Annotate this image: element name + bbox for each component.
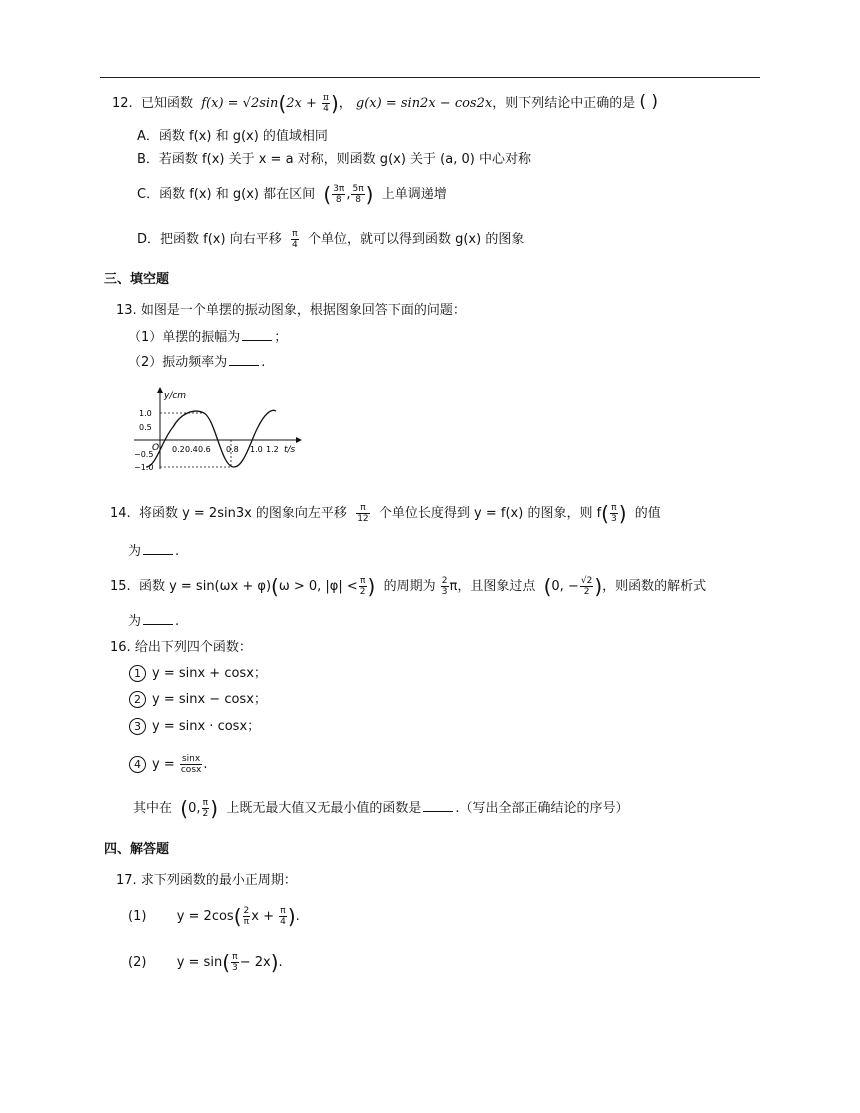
q12-option-b[interactable]: B．若函数 f(x) 关于 x = a 对称，则函数 g(x) 关于 (a, 0) 中心对称 <box>137 152 531 167</box>
q16-item-1: 1 y = sinx + cosx； <box>129 664 267 684</box>
section-fill-in-title: 三、填空题 <box>104 272 170 287</box>
circled-number-3: 3 <box>129 718 146 735</box>
y-axis-label: y/cm <box>164 391 187 401</box>
circled-number-2: 2 <box>129 691 146 708</box>
q14-stem: 14. 将函数 y = 2sin3x 的图象向左平移 $\frac{\pi}{12}$ 个单位长度得到 y = f(x) 的图象，则 f( $\frac{\pi}{3}$ ) 的值 <box>110 501 661 526</box>
oscillation-curve <box>146 410 276 467</box>
q16-item-3: 3 y = sinx · cosx； <box>129 717 260 737</box>
y-tick: 0.5 <box>139 423 152 432</box>
y-tick: −0.5 <box>134 450 154 459</box>
q15-stem: 15. 函数 y = sin(ωx + φ)(ω > 0, |φ| < $\frac{\pi}{2}$ ) 的周期为 $\frac{2}{3}$ π，且图象过点 (0, − $\frac{√2}{2}$ )，则函数的解析式 <box>110 574 707 599</box>
x-axis-arrow <box>296 437 302 443</box>
q16-tail: 其中在 (0, $\frac{\pi}{2}$ ) 上既无最大值又无最小值的函数是 .（写出全部正确结论的序号） <box>133 796 629 821</box>
circled-number-1: 1 <box>129 665 146 682</box>
q17-stem: 17. 求下列函数的最小正周期： <box>116 873 297 888</box>
answer-blank[interactable] <box>143 541 173 555</box>
q16-item-4: 4 y = $\frac{\sin x}{\cos x}$ . <box>129 754 207 775</box>
x-tick: 0.4 <box>185 445 198 454</box>
q16-item-2: 2 y = sinx − cosx； <box>129 690 267 710</box>
answer-blank[interactable] <box>143 611 173 625</box>
x-tick: 0.8 <box>226 445 239 454</box>
q12-option-c[interactable]: C．函数 f(x) 和 g(x) 都在区间 ( $\frac{3\pi}{8}$ , $\frac{5\pi}{8}$ ) 上单调递增 <box>137 182 447 207</box>
q12-option-d[interactable]: D．把函数 f(x) 向右平移 $\frac{\pi}{4}$ 个单位，就可以得到函数 g(x) 的图象 <box>137 229 525 250</box>
y-tick: 1.0 <box>139 409 152 418</box>
origin-label: O <box>152 443 160 453</box>
q12-stem: 12. 已知函数 f(x) = √2sin(2x + $\frac{\pi}{4}$ )， g(x) = sin2x − cos2x，则下列结论中正确的是 ( ) <box>112 91 659 116</box>
pendulum-graph <box>126 383 306 473</box>
answer-blank[interactable]: ( ) <box>639 92 659 112</box>
q14-continuation: 为 . <box>128 541 179 562</box>
section-solve-title: 四、解答题 <box>104 842 170 857</box>
answer-blank[interactable] <box>229 352 259 366</box>
circled-number-4: 4 <box>129 756 146 773</box>
y-axis-arrow <box>157 387 163 393</box>
q17-part2: (2) y = sin( $\frac{\pi}{3}$ − 2x). <box>128 950 283 975</box>
x-tick: 1.2 <box>266 445 279 454</box>
answer-blank[interactable] <box>423 798 453 812</box>
x-tick: 1.0 <box>250 445 263 454</box>
q12-option-a[interactable]: A．函数 f(x) 和 g(x) 的值域相同 <box>137 129 328 144</box>
q17-part1: (1) y = 2cos( $\frac{2}{\pi}$ x + $\frac{\pi}{4}$ ). <box>128 904 300 929</box>
header-rule <box>100 77 760 78</box>
x-tick: 0.2 <box>172 445 185 454</box>
x-axis-label: t/s <box>284 445 296 455</box>
q15-continuation: 为 . <box>128 611 179 632</box>
y-tick: −1.0 <box>134 463 154 472</box>
x-tick: 0.6 <box>198 445 211 454</box>
answer-blank[interactable] <box>242 327 272 341</box>
q13-part1: （1）单摆的振幅为 ； <box>128 327 287 348</box>
q16-stem: 16. 给出下列四个函数： <box>110 640 252 655</box>
q13-part2: （2）振动频率为 . <box>128 352 265 373</box>
q13-stem: 13. 如图是一个单摆的振动图象，根据图象回答下面的问题： <box>116 303 466 318</box>
